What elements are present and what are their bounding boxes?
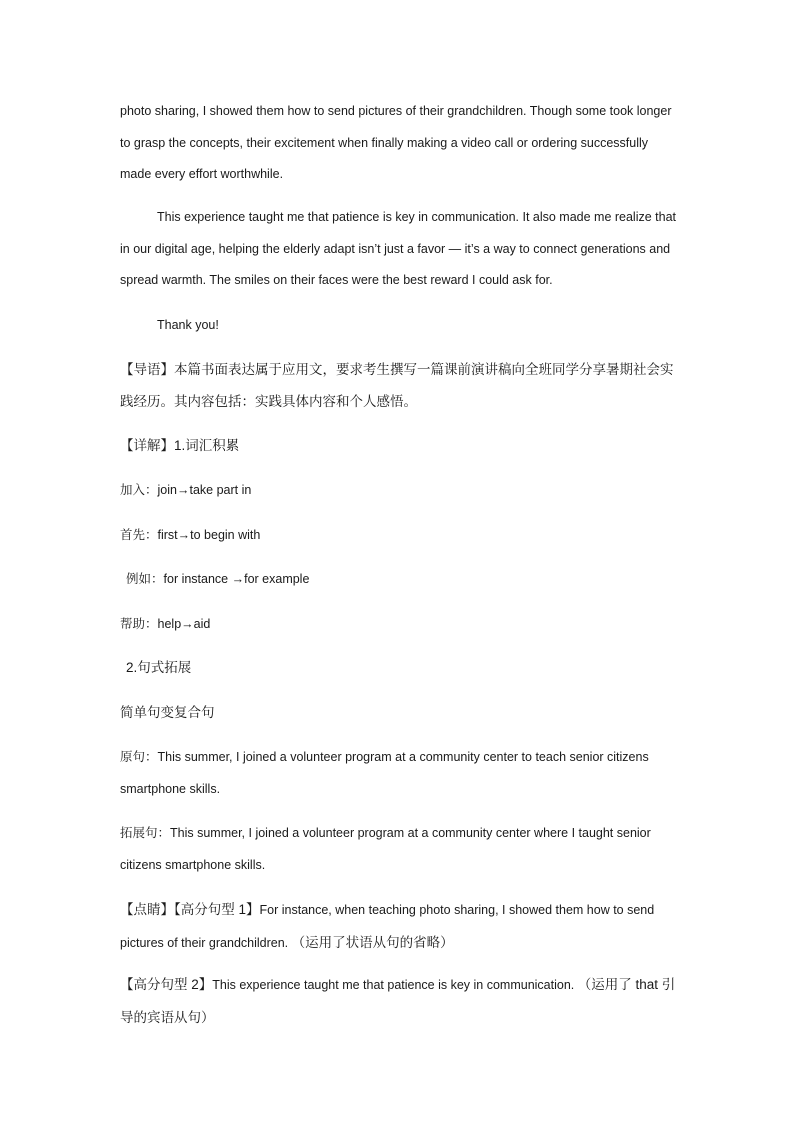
- vocab-item-1: [120, 480, 676, 500]
- essay-closing: Thank you!: [157, 318, 219, 332]
- vocab-en: for instance →for example: [163, 572, 310, 586]
- highlight-note-2: （运用了 that 引导的宾语从句）: [120, 977, 676, 1025]
- expanded-sentence: [120, 818, 676, 881]
- vocab-item-2: [120, 525, 676, 545]
- vocab-en: join→take part in: [157, 483, 252, 497]
- essay-paragraph-2: This experience taught me that patience is key in communication. It also made me realize that in our digital age, helping the elderly adapt isn’t just a favor — it’s a way to connect generations and spread warmth. The smiles on their faces were the best reward I could ask for.: [120, 210, 677, 287]
- highlight-text-1: For instance, when teaching photo sharing, I showed them how to send pictures of their grandchildren.: [120, 903, 655, 950]
- highlight-text-2: This experience taught me that patience is key in communication.: [212, 978, 575, 992]
- highlight-item-2: [120, 969, 676, 1034]
- vocab-zh: 例如：: [126, 572, 164, 586]
- vocab-item-4: [120, 614, 676, 634]
- highlight-label-1: 【高分句型 1】: [174, 902, 260, 917]
- expanded-text: This summer, I joined a volunteer program at a community center where I taught senior citizens smartphone skills.: [120, 826, 651, 872]
- vocab-en: first→to begin with: [157, 528, 261, 542]
- highlight-tag: 【点睛】: [120, 902, 174, 917]
- vocab-heading: 1.词汇积累: [174, 438, 240, 453]
- highlight-item-1: [120, 894, 676, 959]
- original-label: 原句：: [120, 750, 158, 764]
- simple-to-complex-heading: 简单句变复合句: [120, 705, 215, 720]
- highlight-note-1: （运用了状语从句的省略）: [291, 934, 454, 950]
- vocab-zh: 加入：: [120, 483, 158, 497]
- guide-text: 本篇书面表达属于应用文，要求考生撰写一篇课前演讲稿向全班同学分享暑期社会实践经历。其内容包括：实践具体内容和个人感悟。: [120, 362, 674, 409]
- original-text: This summer, I joined a volunteer program at a community center to teach senior citizens smartphone skills.: [120, 750, 649, 796]
- guide-paragraph: [120, 354, 676, 417]
- guide-tag: 【导语】: [120, 362, 174, 377]
- pattern-heading: 2.句式拓展: [126, 660, 192, 675]
- expanded-label: 拓展句：: [120, 826, 171, 840]
- vocab-zh: 首先：: [120, 528, 158, 542]
- vocab-item-3: [126, 569, 682, 589]
- original-sentence: [120, 742, 676, 805]
- detail-tag: 【详解】: [120, 438, 174, 453]
- highlight-label-2: 【高分句型 2】: [120, 977, 213, 992]
- vocab-en: help→aid: [157, 617, 211, 631]
- detail-heading: [120, 436, 676, 456]
- essay-paragraph-1: photo sharing, I showed them how to send pictures of their grandchildren. Though some took longer to grasp the concepts, their excitement when finally making a video call or ordering successfully made every effort worthwhile.: [120, 104, 672, 181]
- vocab-zh: 帮助：: [120, 617, 158, 631]
